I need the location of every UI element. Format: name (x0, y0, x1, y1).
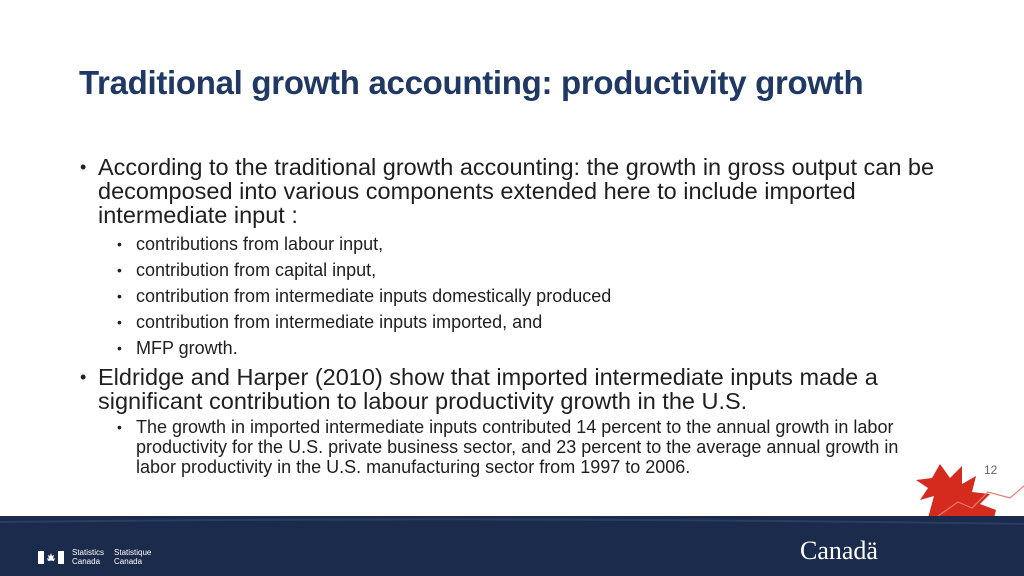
bullet-2-sublist (80, 417, 960, 477)
slide-title: Traditional growth accounting: productivity growth (79, 64, 864, 101)
fip-english (72, 548, 104, 566)
bullet-1-sublist (80, 231, 960, 361)
slide-body (80, 155, 960, 481)
fip-word: Statistique (114, 548, 152, 557)
sub-bullet: • contribution from capital input, (80, 257, 960, 283)
sub-bullet: • contribution from intermediate inputs domestically produced (80, 283, 960, 309)
bullet-2: • Eldridge and Harper (2010) show that imported intermediate inputs made a significant contribution to labour productivity growth in the U.S. (80, 365, 960, 413)
page-number: 12 (984, 463, 998, 477)
canada-flag-icon (38, 551, 64, 564)
fip-word: Statistics (72, 548, 105, 557)
fip-signature (38, 548, 151, 566)
sub-bullet: • contribution from intermediate inputs imported, and (80, 309, 960, 335)
sub-bullet: • contributions from labour input, (80, 231, 960, 257)
fip-word: Canada (114, 557, 143, 566)
fip-word: Canada (72, 557, 101, 566)
fip-french (114, 548, 151, 566)
canada-wordmark: Canadä (800, 536, 878, 565)
maple-leaf-icon (910, 458, 1024, 518)
sub-bullet: • The growth in imported intermediate inputs contributed 14 percent to the annual growth in labor productivity for the U.S. private business sector, and 23 percent to the average annual growth in labor productivity in the U.S. manufacturing sector from 1997 to 2006. (80, 417, 960, 477)
sub-bullet: • MFP growth. (80, 335, 960, 361)
fip-text (72, 548, 151, 566)
bullet-1: • According to the traditional growth accounting: the growth in gross output can be decomposed into various components extended here to include imported intermediate input : (80, 155, 960, 227)
